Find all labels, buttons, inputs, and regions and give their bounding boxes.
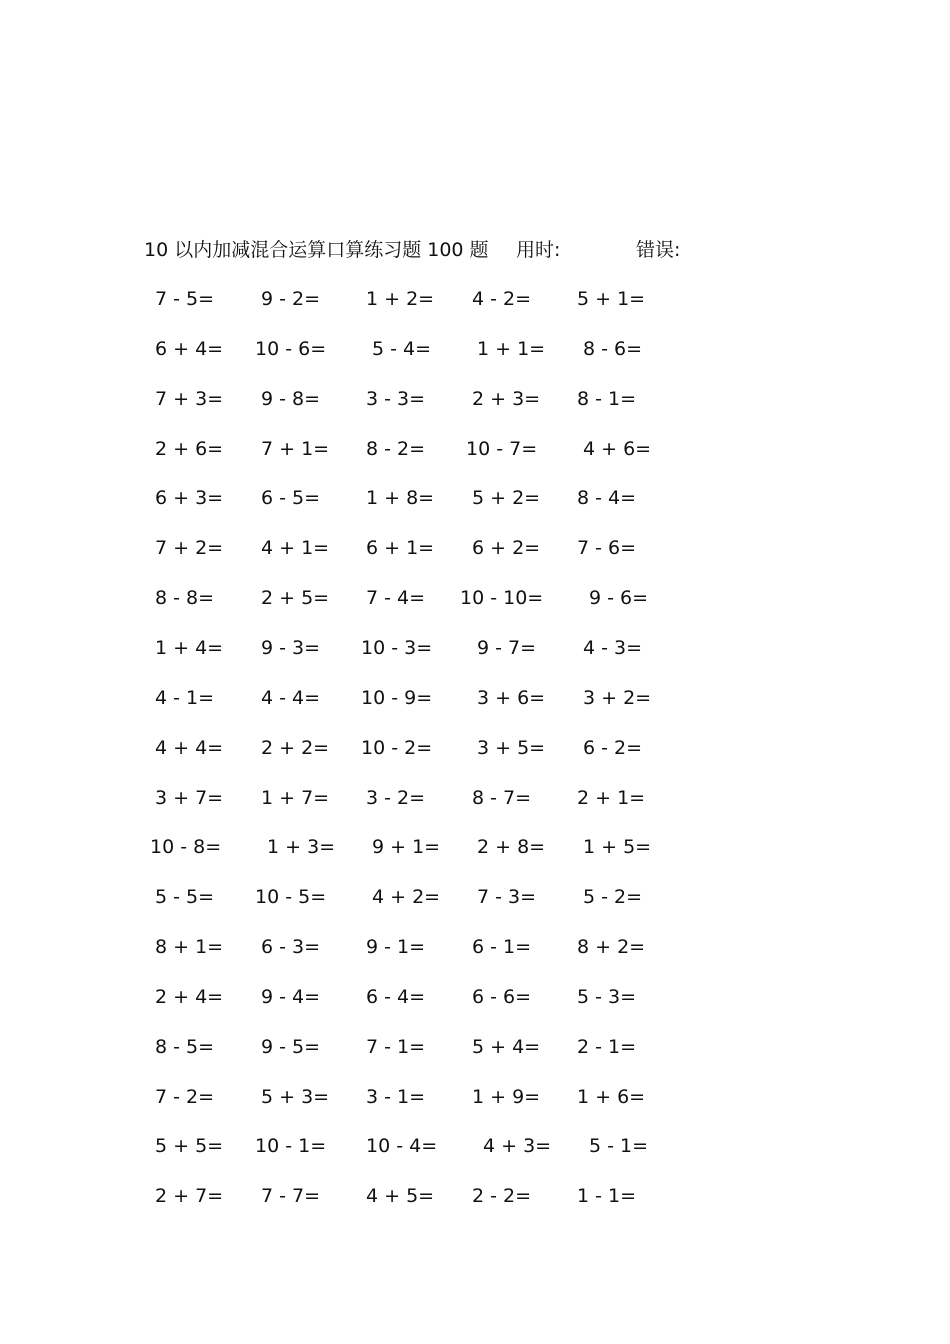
problem-r5-c3: 1 + 8= [366,487,435,509]
problem-r8-c2: 9 - 3= [261,637,321,659]
problem-r17-c1: 7 - 2= [155,1086,215,1108]
problem-r17-c2: 5 + 3= [261,1086,330,1108]
problem-r6-c3: 6 + 1= [366,537,435,559]
problem-r9-c1: 4 - 1= [155,687,215,709]
problem-r1-c2: 9 - 2= [261,288,321,310]
worksheet-title: 10 以内加减混合运算口算练习题 100 题 [144,239,489,261]
problem-r8-c4: 9 - 7= [477,637,537,659]
problem-r3-c2: 9 - 8= [261,388,321,410]
problem-r7-c3: 7 - 4= [366,587,426,609]
problem-r13-c2: 10 - 5= [255,886,327,908]
problem-r10-c4: 3 + 5= [477,737,546,759]
problem-r4-c2: 7 + 1= [261,438,330,460]
time-used-label: 用时: [516,239,561,261]
problem-r14-c1: 8 + 1= [155,936,224,958]
problem-r19-c5: 1 - 1= [577,1185,637,1207]
problem-r5-c2: 6 - 5= [261,487,321,509]
problem-r16-c5: 2 - 1= [577,1036,637,1058]
problem-r3-c4: 2 + 3= [472,388,541,410]
problem-r7-c2: 2 + 5= [261,587,330,609]
problem-r19-c4: 2 - 2= [472,1185,532,1207]
problem-r8-c1: 1 + 4= [155,637,224,659]
problem-r17-c4: 1 + 9= [472,1086,541,1108]
problem-r19-c1: 2 + 7= [155,1185,224,1207]
problem-r9-c3: 10 - 9= [361,687,433,709]
problem-r5-c4: 5 + 2= [472,487,541,509]
problem-r2-c3: 5 - 4= [372,338,432,360]
problem-r2-c1: 6 + 4= [155,338,224,360]
problem-r4-c1: 2 + 6= [155,438,224,460]
problem-r2-c2: 10 - 6= [255,338,327,360]
problem-r1-c3: 1 + 2= [366,288,435,310]
problem-r10-c3: 10 - 2= [361,737,433,759]
problem-r12-c2: 1 + 3= [267,836,336,858]
problem-r15-c5: 5 - 3= [577,986,637,1008]
problem-r11-c2: 1 + 7= [261,787,330,809]
problem-r6-c4: 6 + 2= [472,537,541,559]
problem-r11-c5: 2 + 1= [577,787,646,809]
problem-r3-c5: 8 - 1= [577,388,637,410]
problem-r5-c5: 8 - 4= [577,487,637,509]
problem-r11-c1: 3 + 7= [155,787,224,809]
problem-r18-c5: 5 - 1= [589,1135,649,1157]
problem-r10-c1: 4 + 4= [155,737,224,759]
problem-r15-c1: 2 + 4= [155,986,224,1008]
problem-r15-c2: 9 - 4= [261,986,321,1008]
problem-r6-c5: 7 - 6= [577,537,637,559]
problem-r13-c4: 7 - 3= [477,886,537,908]
problem-r7-c1: 8 - 8= [155,587,215,609]
problem-r16-c4: 5 + 4= [472,1036,541,1058]
problem-r16-c3: 7 - 1= [366,1036,426,1058]
problem-r14-c2: 6 - 3= [261,936,321,958]
problem-r5-c1: 6 + 3= [155,487,224,509]
problem-r4-c5: 4 + 6= [583,438,652,460]
problem-r2-c4: 1 + 1= [477,338,546,360]
problem-r4-c3: 8 - 2= [366,438,426,460]
problem-r17-c3: 3 - 1= [366,1086,426,1108]
problem-r6-c2: 4 + 1= [261,537,330,559]
problem-r11-c3: 3 - 2= [366,787,426,809]
problem-r12-c3: 9 + 1= [372,836,441,858]
problem-r12-c4: 2 + 8= [477,836,546,858]
problem-r15-c3: 6 - 4= [366,986,426,1008]
problem-r10-c5: 6 - 2= [583,737,643,759]
problem-r13-c5: 5 - 2= [583,886,643,908]
problem-r18-c3: 10 - 4= [366,1135,438,1157]
problem-r3-c1: 7 + 3= [155,388,224,410]
problem-r19-c2: 7 - 7= [261,1185,321,1207]
problem-r18-c2: 10 - 1= [255,1135,327,1157]
problem-r18-c1: 5 + 5= [155,1135,224,1157]
problem-r4-c4: 10 - 7= [466,438,538,460]
problem-r8-c5: 4 - 3= [583,637,643,659]
problem-r19-c3: 4 + 5= [366,1185,435,1207]
problem-r1-c4: 4 - 2= [472,288,532,310]
problem-r13-c3: 4 + 2= [372,886,441,908]
problem-r2-c5: 8 - 6= [583,338,643,360]
error-count-label: 错误: [636,239,681,261]
problem-r11-c4: 8 - 7= [472,787,532,809]
problem-r6-c1: 7 + 2= [155,537,224,559]
problem-r9-c2: 4 - 4= [261,687,321,709]
problem-r14-c3: 9 - 1= [366,936,426,958]
problem-r7-c5: 9 - 6= [589,587,649,609]
problem-r16-c1: 8 - 5= [155,1036,215,1058]
problem-r1-c1: 7 - 5= [155,288,215,310]
problem-r16-c2: 9 - 5= [261,1036,321,1058]
problem-r15-c4: 6 - 6= [472,986,532,1008]
problem-r12-c1: 10 - 8= [150,836,222,858]
problem-r9-c5: 3 + 2= [583,687,652,709]
problem-r8-c3: 10 - 3= [361,637,433,659]
problem-r9-c4: 3 + 6= [477,687,546,709]
problem-r13-c1: 5 - 5= [155,886,215,908]
problem-r7-c4: 10 - 10= [460,587,544,609]
problem-r12-c5: 1 + 5= [583,836,652,858]
problem-r14-c5: 8 + 2= [577,936,646,958]
problem-r1-c5: 5 + 1= [577,288,646,310]
problem-r18-c4: 4 + 3= [483,1135,552,1157]
problem-r14-c4: 6 - 1= [472,936,532,958]
problem-r10-c2: 2 + 2= [261,737,330,759]
problem-r3-c3: 3 - 3= [366,388,426,410]
problem-r17-c5: 1 + 6= [577,1086,646,1108]
